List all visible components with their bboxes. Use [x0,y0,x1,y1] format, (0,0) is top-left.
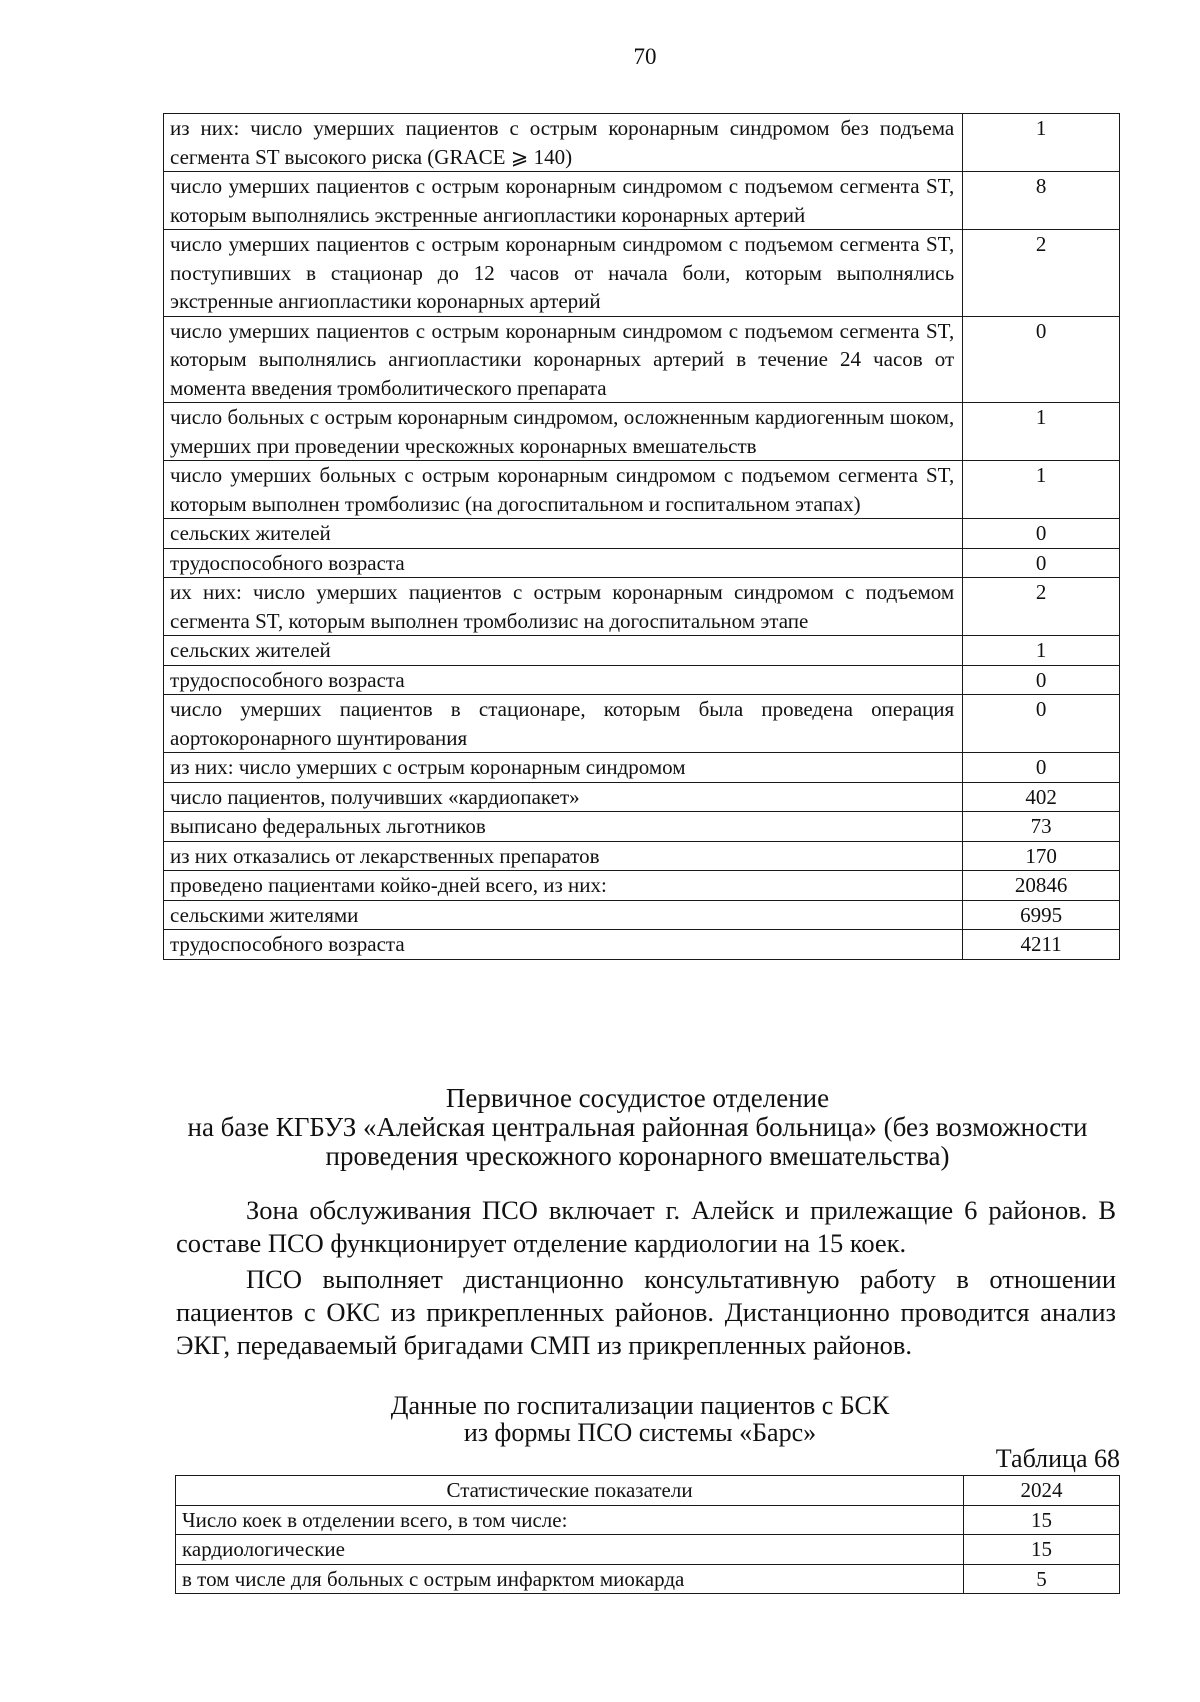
table-row [164,172,1120,230]
row-value: 73 [963,812,1120,842]
table-row [164,316,1120,403]
section-title-line-1: Первичное сосудистое отделение [445,1083,830,1113]
table-row [176,1505,1120,1535]
row-value: 170 [963,841,1120,871]
paragraph-service-zone: Зона обслуживания ПСО включает г. Алейск и прилежащие 6 районов. В составе ПСО функционирует отделение кардиологии на 15 коек. [176,1195,1116,1258]
table-header-row [176,1476,1120,1506]
table-row [176,1564,1120,1594]
column-header-indicators: Статистические показатели [176,1476,964,1506]
table-row [164,636,1120,666]
mortality-table-body [164,114,1120,960]
row-value: 2 [963,578,1120,636]
row-label: трудоспособного возраста [164,930,963,960]
row-value: 0 [963,665,1120,695]
row-value: 0 [963,316,1120,403]
row-value: 0 [963,519,1120,549]
row-label: сельских жителей [164,636,963,666]
table-68-number: Таблица 68 [995,1444,1120,1473]
row-value: 1 [963,114,1120,172]
row-value: 402 [963,782,1120,812]
row-value: 4211 [963,930,1120,960]
column-header-year: 2024 [964,1476,1120,1506]
row-label: трудоспособного возраста [164,548,963,578]
table-row [164,230,1120,317]
paragraph-remote-consulting: ПСО выполняет дистанционно консультативную работу в отношении пациентов с ОКС из прикрепленных районов. Дистанционно проводится анализ ЭКГ, передаваемый бригадами СМП из прикрепленных районов. [176,1264,1116,1360]
section-title-line-2: на базе КГБУЗ «Алейская центральная районная больница» (без возможности проведения чрескожного коронарного вмешательства) [187,1112,1088,1171]
row-label: число пациентов, получивших «кардиопакет» [164,782,963,812]
row-value: 0 [963,695,1120,753]
section-title [170,1084,1105,1171]
row-value: 1 [963,636,1120,666]
row-label: число умерших пациентов с острым коронарным синдромом с подъемом сегмента ST, которым выполнялись ангиопластики коронарных артерий в течение 24 часов от момента введения тромболитического препарата [164,316,963,403]
bed-table-body [176,1505,1120,1594]
row-value: 15 [964,1505,1120,1535]
table-row [164,782,1120,812]
row-value: 1 [963,403,1120,461]
row-label: число умерших пациентов с острым коронарным синдромом с подъемом сегмента ST, которым выполнялись экстренные ангиопластики коронарных артерий [164,172,963,230]
table-row [164,930,1120,960]
row-label: трудоспособного возраста [164,665,963,695]
row-label: их них: число умерших пациентов с острым коронарным синдромом с подъемом сегмента ST, которым выполнен тромболизис на догоспитальном этапе [164,578,963,636]
table-row [164,519,1120,549]
row-value: 0 [963,548,1120,578]
row-label: выписано федеральных льготников [164,812,963,842]
row-label: сельских жителей [164,519,963,549]
table-row [164,841,1120,871]
row-label: в том числе для больных с острым инфарктом миокарда [176,1564,964,1594]
bed-statistics-table [175,1475,1120,1594]
table-row [164,871,1120,901]
table-row [164,665,1120,695]
row-label: число умерших пациентов с острым коронарным синдромом с подъемом сегмента ST, поступивших в стационар до 12 часов от начала боли, которым выполнялись экстренные ангиопластики коронарных артерий [164,230,963,317]
table-row [164,753,1120,783]
row-label: сельскими жителями [164,900,963,930]
row-label: из них отказались от лекарственных препаратов [164,841,963,871]
row-value: 20846 [963,871,1120,901]
row-label: из них: число умерших пациентов с острым коронарным синдромом без подъема сегмента ST высокого риска (GRACE ⩾ 140) [164,114,963,172]
row-value: 8 [963,172,1120,230]
row-label: число больных с острым коронарным синдромом, осложненным кардиогенным шоком, умерших при проведении чрескожных коронарных вмешательств [164,403,963,461]
table-68-title-line-1: Данные по госпитализации пациентов с БСК [390,1391,890,1420]
row-label: из них: число умерших с острым коронарным синдромом [164,753,963,783]
row-label: проведено пациентами койко-дней всего, из них: [164,871,963,901]
row-label: число умерших больных с острым коронарным синдромом с подъемом сегмента ST, которым выполнен тромболизис (на догоспитальном и госпитальном этапах) [164,461,963,519]
table-row [164,114,1120,172]
table-row [164,578,1120,636]
row-value: 0 [963,753,1120,783]
row-value: 1 [963,461,1120,519]
row-label: число умерших пациентов в стационаре, которым была проведена операция аортокоронарного шунтирования [164,695,963,753]
table-row [164,403,1120,461]
row-value: 6995 [963,900,1120,930]
mortality-statistics-table [163,113,1120,960]
table-row [164,900,1120,930]
row-label: кардиологические [176,1535,964,1565]
row-value: 15 [964,1535,1120,1565]
table-68-title-line-2: из формы ПСО системы «Барс» [463,1418,817,1447]
row-value: 2 [963,230,1120,317]
table-row [164,695,1120,753]
row-value: 5 [964,1564,1120,1594]
page-number: 70 [633,44,657,69]
table-row [164,812,1120,842]
row-label: Число коек в отделении всего, в том числе: [176,1505,964,1535]
table-68-title [170,1392,1110,1446]
table-row [176,1535,1120,1565]
table-row [164,548,1120,578]
table-row [164,461,1120,519]
